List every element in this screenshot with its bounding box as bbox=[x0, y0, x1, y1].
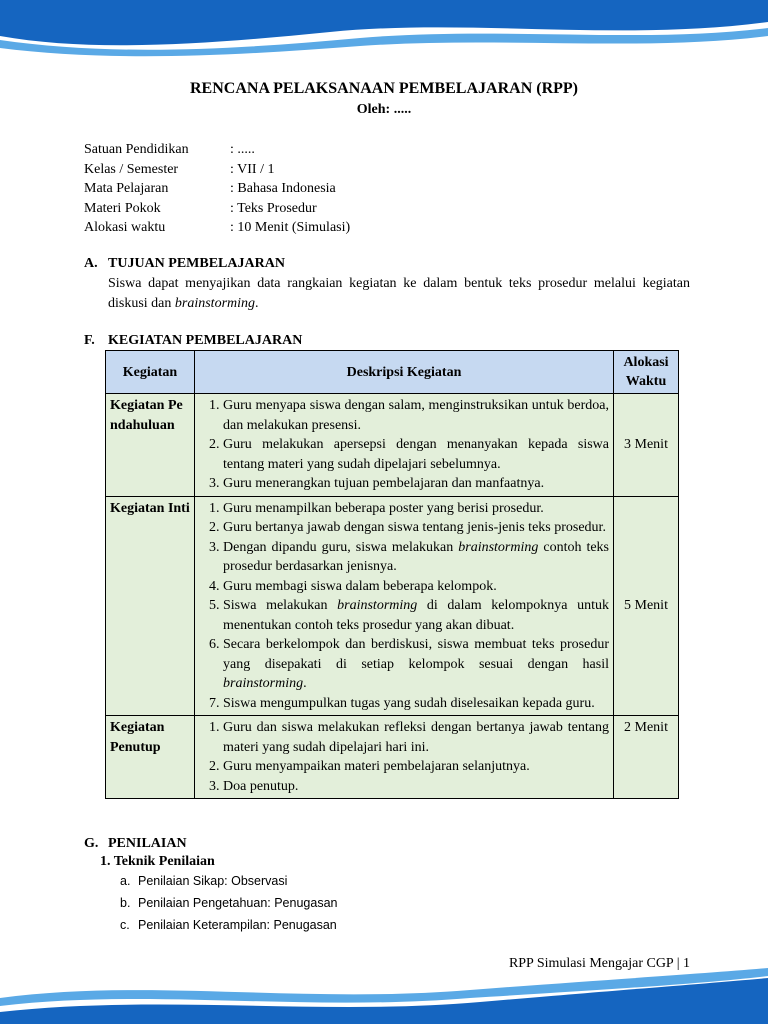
section-heading-kegiatan: F. KEGIATAN PEMBELAJARAN bbox=[84, 333, 303, 348]
activity-name-cell: Kegiatan Penutup bbox=[106, 716, 195, 799]
column-header-kegiatan: Kegiatan bbox=[106, 351, 195, 394]
list-item: 1. Guru dan siswa melakukan refleksi dengan bertanya jawab tentang materi yang sudah dipelajari hari ini. bbox=[223, 718, 609, 757]
penilaian-section bbox=[84, 836, 337, 936]
kegiatan-table bbox=[105, 350, 679, 799]
activity-description-cell bbox=[195, 716, 614, 799]
list-item: 1. Guru menampilkan beberapa poster yang berisi prosedur. bbox=[223, 499, 609, 519]
list-item: a. Penilaian Sikap: Observasi bbox=[120, 874, 288, 888]
list-item: 3. Dengan dipandu guru, siswa melakukan brainstorming contoh teks prosedur berdasarkan jenisnya. bbox=[223, 538, 609, 577]
activity-name-cell: Kegiatan Pendahuluan bbox=[106, 394, 195, 497]
info-row-kelas: Kelas / Semester : VII / 1 bbox=[84, 161, 275, 177]
table-header-row bbox=[106, 351, 679, 394]
list-item: 6. Secara berkelompok dan berdiskusi, siswa membuat teks prosedur yang disepakati di setiap kelompok sesuai dengan hasil brainstorming. bbox=[223, 635, 609, 694]
section-heading-tujuan: A. TUJUAN PEMBELAJARAN bbox=[84, 256, 285, 271]
activity-name-cell: Kegiatan Inti bbox=[106, 496, 195, 716]
document-title: RENCANA PELAKSANAAN PEMBELAJARAN (RPP) bbox=[190, 80, 578, 97]
list-item: 5. Siswa melakukan brainstorming di dalam kelompoknya untuk menentukan contoh teks prosedur yang akan dibuat. bbox=[223, 596, 609, 635]
activity-description-cell bbox=[195, 394, 614, 497]
document-author: Oleh: ..... bbox=[356, 102, 412, 117]
list-item: 7. Siswa mengumpulkan tugas yang sudah diselesaikan kepada guru. bbox=[223, 694, 609, 714]
table-row bbox=[106, 496, 679, 716]
time-allocation-cell: 3 Menit bbox=[614, 394, 679, 497]
activity-steps-list bbox=[199, 718, 609, 796]
time-allocation-cell: 5 Menit bbox=[614, 496, 679, 716]
column-header-alokasi: Alokasi Waktu bbox=[614, 351, 679, 394]
footer-wave-decoration bbox=[0, 964, 768, 1024]
activity-steps-list bbox=[199, 396, 609, 494]
kegiatan-table-body bbox=[106, 394, 679, 799]
list-item: 2. Guru melakukan apersepsi dengan menanyakan kepada siswa tentang materi yang sudah dipelajari sebelumnya. bbox=[223, 435, 609, 474]
activity-description-cell bbox=[195, 496, 614, 716]
column-header-deskripsi: Deskripsi Kegiatan bbox=[195, 351, 614, 394]
list-item: 2. Guru menyampaikan materi pembelajaran selanjutnya. bbox=[223, 757, 609, 777]
table-row bbox=[106, 394, 679, 497]
info-row-alokasi: Alokasi waktu : 10 Menit (Simulasi) bbox=[84, 220, 351, 235]
time-allocation-cell: 2 Menit bbox=[614, 716, 679, 799]
penilaian-subheading: 1. Teknik Penilaian bbox=[100, 854, 215, 869]
tujuan-paragraph: Siswa dapat menyajikan data rangkaian kegiatan ke dalam bentuk teks prosedur melalui kegiatan diskusi dan brainstorming. bbox=[108, 276, 690, 311]
list-item: b. Penilaian Pengetahuan: Penugasan bbox=[120, 896, 338, 910]
list-item: 2. Guru bertanya jawab dengan siswa tentang jenis-jenis teks prosedur. bbox=[223, 518, 609, 538]
identity-block bbox=[84, 140, 350, 238]
list-item: 3. Doa penutup. bbox=[223, 777, 609, 797]
page-footer: RPP Simulasi Mengajar CGP | 1 bbox=[508, 956, 690, 971]
section-heading-penilaian: G. PENILAIAN bbox=[84, 836, 187, 851]
list-item: 4. Guru membagi siswa dalam beberapa kelompok. bbox=[223, 577, 609, 597]
list-item: 1. Guru menyapa siswa dengan salam, menginstruksikan untuk berdoa, dan melakukan presensi. bbox=[223, 396, 609, 435]
list-item: c. Penilaian Keterampilan: Penugasan bbox=[120, 918, 337, 932]
activity-steps-list bbox=[199, 499, 609, 714]
info-row-mapel: Mata Pelajaran : Bahasa Indonesia bbox=[84, 181, 336, 196]
header-wave-decoration bbox=[0, 0, 768, 70]
info-row-materi: Materi Pokok : Teks Prosedur bbox=[84, 200, 317, 216]
list-item: 3. Guru menerangkan tujuan pembelajaran dan manfaatnya. bbox=[223, 474, 609, 494]
info-row-satuan: Satuan Pendidikan : ..... bbox=[84, 142, 255, 157]
penilaian-list bbox=[120, 870, 337, 936]
table-row bbox=[106, 716, 679, 799]
